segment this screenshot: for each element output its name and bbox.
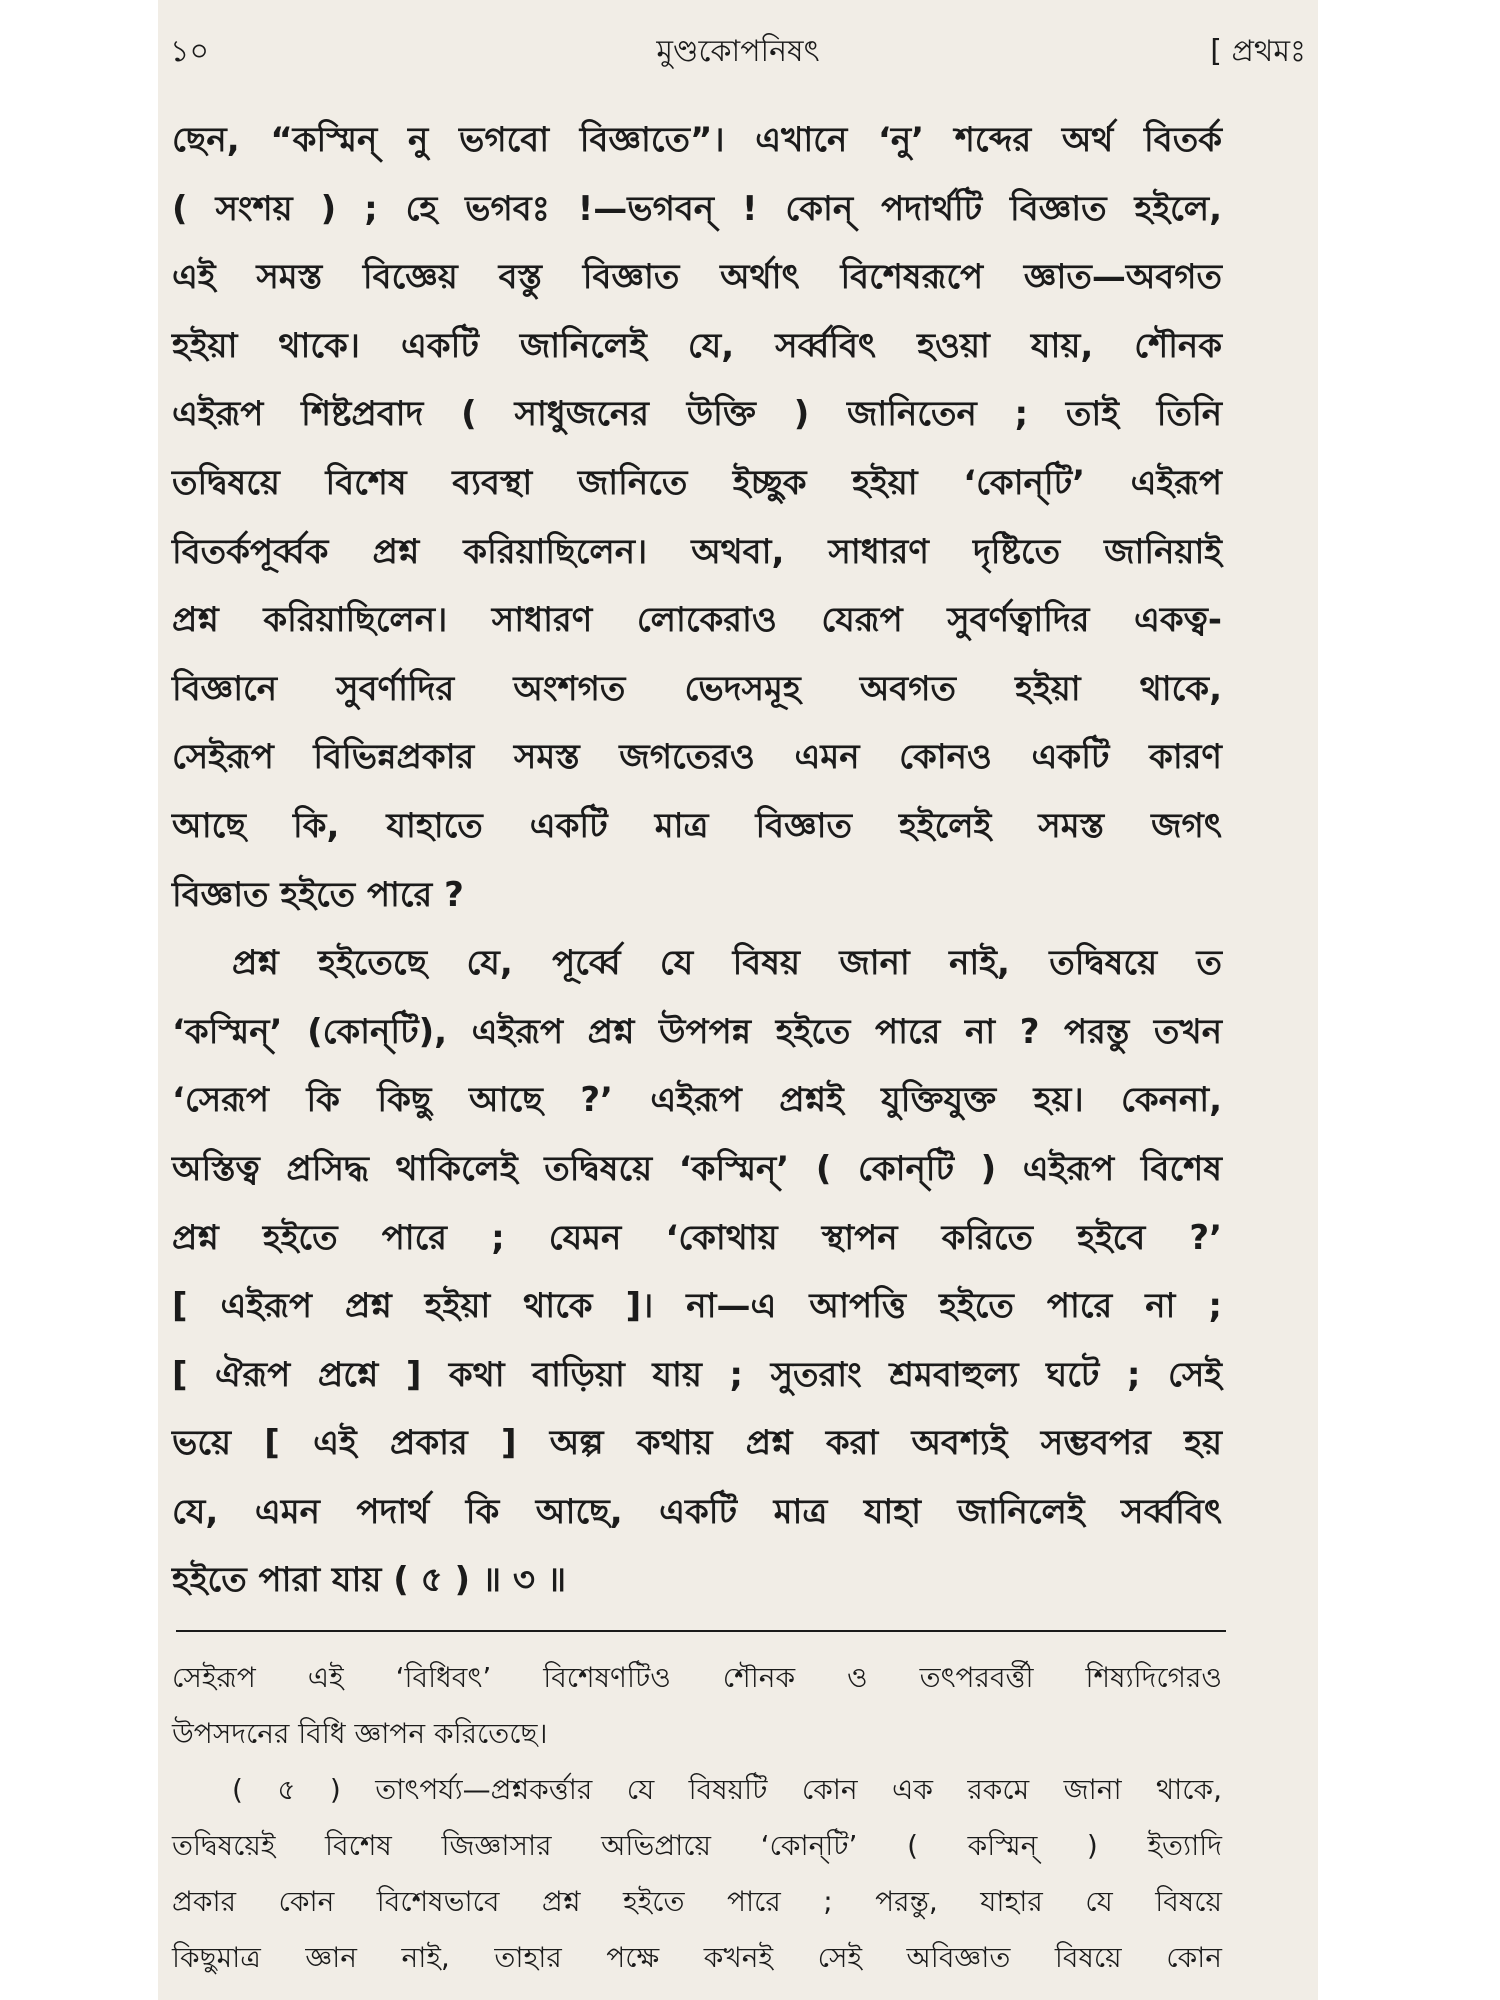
text-line: এইরূপ শিষ্টপ্রবাদ ( সাধুজনের উক্তি ) জানিতেন ; তাই তিনি [172, 394, 1222, 435]
text-line: প্রশ্ন হইতেছে যে, পূর্ব্বে যে বিষয় জানা নাই, তদ্বিষয়ে ত [232, 943, 1222, 984]
main-text [172, 106, 1222, 1615]
text-line: প্রশ্ন করিয়াছিলেন। সাধারণ লোকেরাও যেরূপ সুবর্ণত্বাদির একত্ব- [172, 600, 1222, 641]
text-line: ( সংশয় ) ; হে ভগবঃ !—ভগবন্ ! কোন্ পদার্থটি বিজ্ঞাত হইলে, [172, 188, 1222, 229]
text-line: ‘কস্মিন্’ (কোন্‌টি), এইরূপ প্রশ্ন উপপন্ন হইতে পারে না ? পরন্তু তখন [172, 1011, 1222, 1052]
text-line: [ ঐরূপ প্রশ্নে ] কথা বাড়িয়া যায় ; সুতরাং শ্রমবাহুল্য ঘটে ; সেই [172, 1354, 1222, 1395]
footnote-text [172, 1650, 1222, 1986]
page-header [170, 32, 1306, 80]
footnote-divider [176, 1630, 1226, 1632]
book-page [158, 0, 1318, 2000]
text-line: তদ্বিষয়ে বিশেষ ব্যবস্থা জানিতে ইচ্ছুক হইয়া ‘কোন্‌টি’ এইরূপ [172, 462, 1222, 503]
footnote-line: ( ৫ ) তাৎপর্য্য—প্রশ্নকর্ত্তার যে বিষয়টি কোন এক রকমে জানা থাকে, [232, 1773, 1222, 1806]
footnote-line: তদ্বিষয়েই বিশেষ জিজ্ঞাসার অভিপ্রায়ে ‘কোন্‌টি’ ( কস্মিন্ ) ইত্যাদি [172, 1829, 1222, 1862]
text-line: বিজ্ঞাত হইতে পারে ? [172, 874, 464, 915]
text-line: বিজ্ঞানে সুবর্ণাদির অংশগত ভেদসমূহ অবগত হইয়া থাকে, [172, 668, 1222, 709]
text-line: ভয়ে [ এই প্রকার ] অল্প কথায় প্রশ্ন করা অবশ্যই সম্ভবপর হয় [172, 1423, 1222, 1464]
text-line: অস্তিত্ব প্রসিদ্ধ থাকিলেই তদ্বিষয়ে ‘কস্মিন্’ ( কোন্‌টি ) এইরূপ বিশেষ [172, 1148, 1222, 1189]
footnote-line: কিছুমাত্র জ্ঞান নাই, তাহার পক্ষে কখনই সেই অবিজ্ঞাত বিষয়ে কোন [172, 1941, 1222, 1974]
text-line: আছে কি, যাহাতে একটি মাত্র বিজ্ঞাত হইলেই সমস্ত জগৎ [172, 805, 1222, 846]
text-line: হইতে পারা যায় ( ৫ ) ॥ ৩ ॥ [172, 1560, 567, 1601]
section-marker: [ প্রথমঃ [1210, 34, 1306, 69]
footnote-line: সেইরূপ এই ‘বিধিবৎ’ বিশেষণটিও শৌনক ও তৎপরবর্ত্তী শিষ্যদিগেরও [172, 1661, 1222, 1694]
text-line: সেইরূপ বিভিন্নপ্রকার সমস্ত জগতেরও এমন কোনও একটি কারণ [172, 737, 1222, 778]
text-line: বিতর্কপূর্ব্বক প্রশ্ন করিয়াছিলেন। অথবা, সাধারণ দৃষ্টিতে জানিয়াই [172, 531, 1222, 572]
footnote-line: প্রকার কোন বিশেষভাবে প্রশ্ন হইতে পারে ; পরন্তু, যাহার যে বিষয়ে [172, 1885, 1222, 1918]
footnote-line: উপসদনের বিধি জ্ঞাপন করিতেছে। [172, 1717, 548, 1750]
running-title: মুণ্ডকোপনিষৎ [656, 34, 820, 69]
text-line: ছেন, “কস্মিন্ নু ভগবো বিজ্ঞাতে”। এখানে ‘নু’ শব্দের অর্থ বিতর্ক [172, 120, 1222, 160]
text-line: ‘সেরূপ কি কিছু আছে ?’ এইরূপ প্রশ্নই যুক্তিযুক্ত হয়। কেননা, [172, 1080, 1222, 1121]
text-line: এই সমস্ত বিজ্ঞেয় বস্তু বিজ্ঞাত অর্থাৎ বিশেষরূপে জ্ঞাত—অবগত [172, 257, 1222, 298]
text-line: প্রশ্ন হইতে পারে ; যেমন ‘কোথায় স্থাপন করিতে হইবে ?’ [172, 1217, 1222, 1258]
text-line: হইয়া থাকে। একটি জানিলেই যে, সর্ব্ববিৎ হওয়া যায়, শৌনক [172, 325, 1222, 366]
page-number: ১০ [170, 34, 209, 69]
text-line: [ এইরূপ প্রশ্ন হইয়া থাকে ]। না—এ আপত্তি হইতে পারে না ; [172, 1286, 1222, 1327]
text-line: যে, এমন পদার্থ কি আছে, একটি মাত্র যাহা জানিলেই সর্ব্ববিৎ [172, 1491, 1222, 1532]
